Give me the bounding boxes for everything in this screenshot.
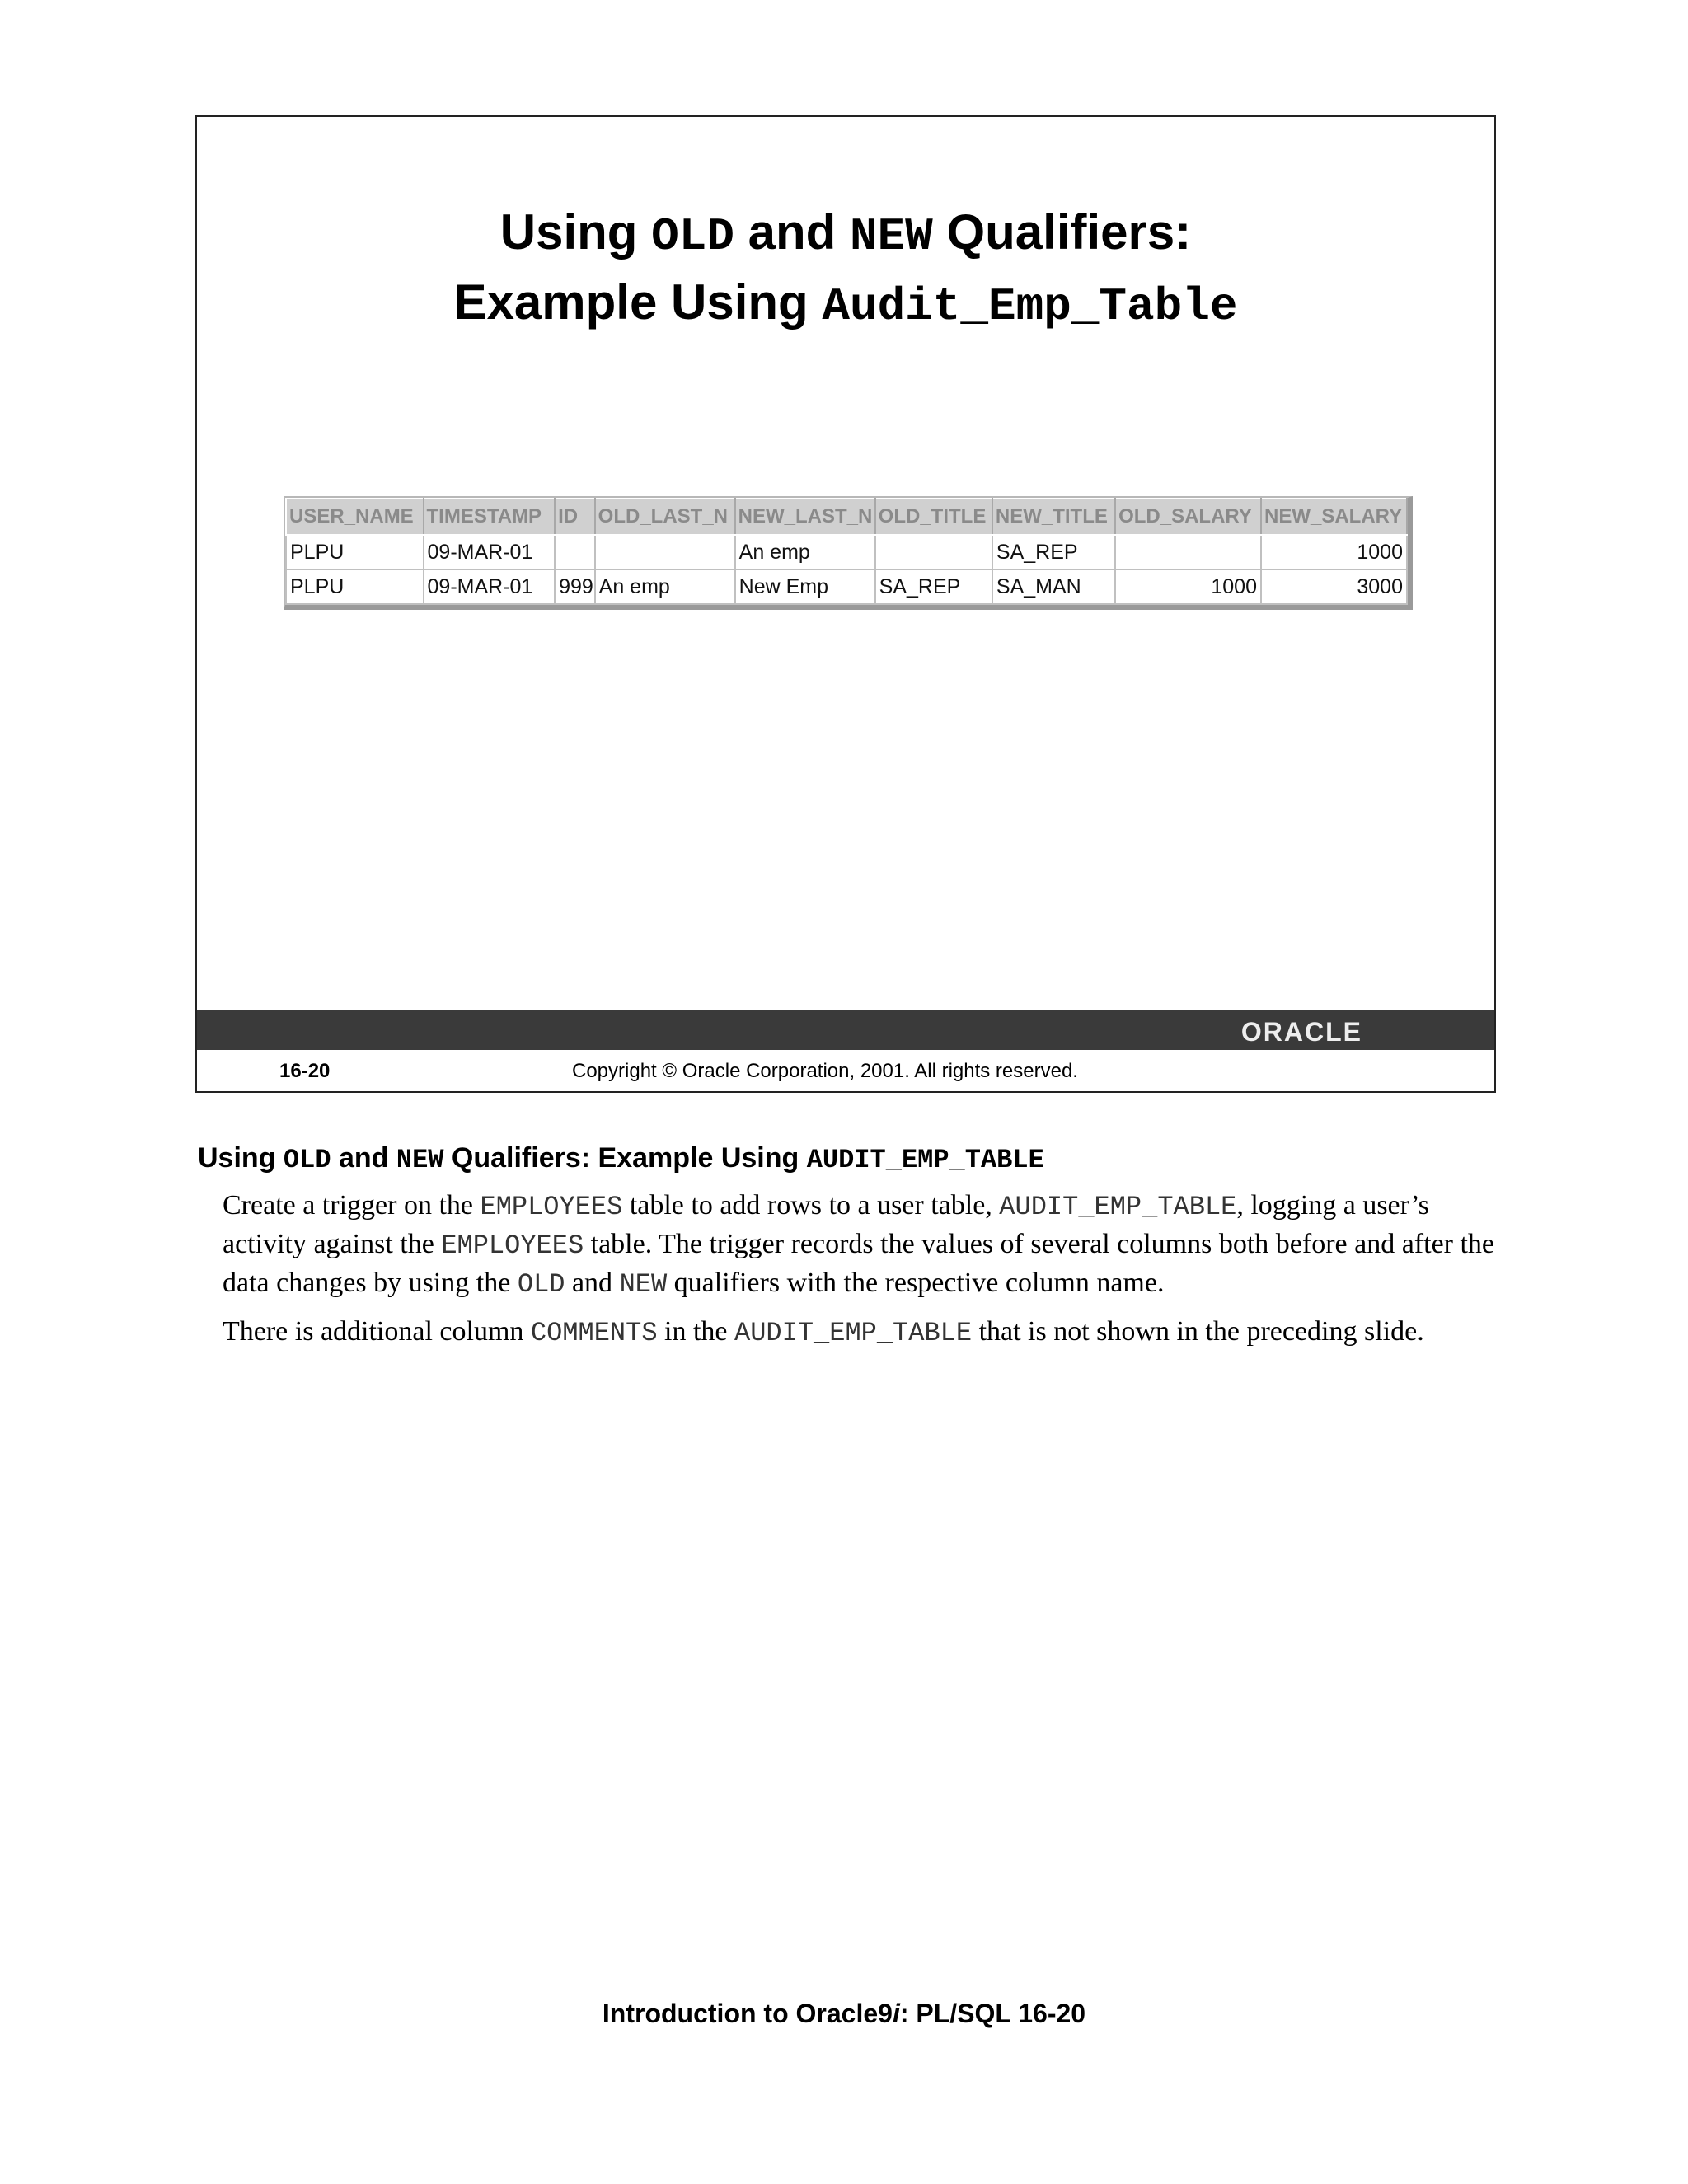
- slide-footer: [197, 1050, 1494, 1091]
- table-header-row: [286, 499, 1407, 535]
- code-text: AUDIT_EMP_TABLE: [999, 1192, 1237, 1222]
- table-cell: 09-MAR-01: [424, 569, 556, 604]
- table-cell: [875, 535, 992, 569]
- table-cell: 999: [555, 569, 595, 604]
- notes-paragraph: There is additional column COMMENTS in the AUDIT_EMP_TABLE that is not shown in the preceding slide.: [223, 1316, 1424, 1348]
- table-cell: SA_REP: [992, 535, 1115, 569]
- slide-title-line1: Using OLD and NEW Qualifiers:: [499, 204, 1192, 263]
- code-text: COMMENTS: [530, 1318, 658, 1348]
- table-cell: New Emp: [735, 569, 875, 604]
- audit-table-grid: [284, 496, 1413, 610]
- copyright-text: Copyright © Oracle Corporation, 2001. All rights reserved.: [572, 1060, 1078, 1082]
- code-table-name: Audit_Emp_Table: [822, 280, 1238, 333]
- table-cell: PLPU: [286, 535, 424, 569]
- code-text: EMPLOYEES: [441, 1230, 584, 1261]
- column-header: NEW_SALARY: [1261, 499, 1407, 535]
- slide-title-line2: Example Using Audit_Emp_Table: [453, 274, 1238, 333]
- column-header: OLD_LAST_N: [595, 499, 735, 535]
- table-cell: 1000: [1115, 569, 1261, 604]
- column-header: OLD_TITLE: [875, 499, 992, 535]
- code-new: NEW: [396, 1145, 444, 1175]
- code-text: OLD: [517, 1269, 565, 1300]
- notes-paragraph: Create a trigger on the EMPLOYEES table to add rows to a user table, AUDIT_EMP_TABLE, logging a user’s activity against the EMPLOYEES table. The trigger records the values of several columns both before and after the data changes by using the OLD and NEW qualifiers with the respective column name.: [223, 1190, 1495, 1300]
- code-text: EMPLOYEES: [480, 1192, 623, 1222]
- slide: [195, 115, 1496, 1093]
- column-header: NEW_LAST_N: [735, 499, 875, 535]
- code-old: OLD: [283, 1145, 331, 1175]
- table-cell: 1000: [1261, 535, 1407, 569]
- table-cell: 3000: [1261, 569, 1407, 604]
- code-new: NEW: [849, 210, 933, 263]
- slide-title: [197, 199, 1494, 340]
- code-text: AUDIT_EMP_TABLE: [734, 1318, 973, 1348]
- table-cell: [555, 535, 595, 569]
- table-cell: [595, 535, 735, 569]
- table-cell: PLPU: [286, 569, 424, 604]
- oracle-logo: ORACLE: [1240, 1017, 1362, 1047]
- table-cell: SA_REP: [875, 569, 992, 604]
- table-cell: SA_MAN: [992, 569, 1115, 604]
- slide-footer-bar: [197, 1010, 1494, 1050]
- page-footer: Introduction to Oracle9i: PL/SQL 16-20: [602, 1999, 1086, 2028]
- column-header: TIMESTAMP: [424, 499, 556, 535]
- column-header: ID: [555, 499, 595, 535]
- audit-table: [285, 498, 1408, 605]
- table-cell: An emp: [735, 535, 875, 569]
- notes-body: [223, 1187, 1508, 1361]
- table-row: [286, 569, 1407, 604]
- column-header: USER_NAME: [286, 499, 424, 535]
- code-text: NEW: [619, 1269, 668, 1300]
- table-cell: 09-MAR-01: [424, 535, 556, 569]
- table-row: [286, 535, 1407, 569]
- column-header: NEW_TITLE: [992, 499, 1115, 535]
- table-cell: An emp: [595, 569, 735, 604]
- slide-number: 16-20: [279, 1060, 331, 1082]
- code-table-name: AUDIT_EMP_TABLE: [806, 1145, 1044, 1175]
- notes-heading: Using OLD and NEW Qualifiers: Example Using AUDIT_EMP_TABLE: [198, 1142, 1044, 1175]
- table-cell: [1115, 535, 1261, 569]
- code-old: OLD: [651, 210, 734, 263]
- column-header: OLD_SALARY: [1115, 499, 1261, 535]
